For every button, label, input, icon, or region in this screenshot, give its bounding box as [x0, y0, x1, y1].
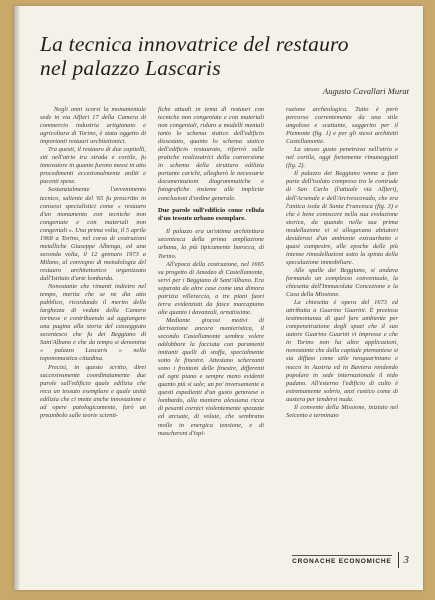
footer-divider [398, 552, 399, 568]
title-line-1: La tecnica innovatrice del restauro [40, 32, 349, 56]
paragraph: La chiesetta è opera del 1673 ed attribuita a Guarino Guarini. È preziosa testimonianza di quel fare ambiente per compenetrazione degli spazi che il suo autore Guarino Guarini vi impresse e che in Torino non ha altre applicazioni, nonostante che dalla capitale piemontese si sia diffuso come stile neoguariniano e nocco in Austria ed in Baviera rendendo popolare in sede internazionale il nido padano. All'esterno l'edificio di culto è estremamente sobrio, anzi rustico come di austera per tendersi nuda. [286, 299, 398, 403]
page-number: 3 [403, 554, 409, 566]
paragraph: All'epoca della costruzione, nel 1665 su progetto di Amedeo di Castellamonte, servì per i Beggiano di Sant'Albano. Era separata da altre case come una dimora patrizia villereccia, a tre piani fuori terra evidenziati da fasce marcapiano alte quanto i davanzali, ornatissime. [158, 260, 264, 316]
paragraph: Precisi, in questo scritto, direi succesivamente coordinatamente due parole sull'edificio quale edilizia che reca un tessuto esemplare e quale unità edilizia che ci mette anche innovazione e ad opere patologicamente, farò un preambolo sulle teorie scienti- [40, 363, 146, 419]
section-subheading: Due parole sull'edificio come cellula d'un tessuto urbano esemplare. [158, 206, 264, 222]
publication-name: CRONACHE ECONOMICHE [292, 555, 391, 565]
paragraph: Il convento della Missione, iniziato nel Seicento e terminato [286, 403, 398, 419]
paragraph: Sostanzialmente l'avvenimento tecnico, saliente del '65 fu prescritto in consessi specialistici come « restauro d'un monumento con tecniche non congeniate e con materiali non congeniali ». Una prima volta, il 5 aprile 1968 a Torino, nel corso di costruzioni metalliche Giuseppe Albenga, ed una seconda volta, il 12 gennaio 1973 a Milano, al convegno di metodologia del restauro architettonico organizzato dall'Istituto d'arte lombarda. [40, 186, 146, 282]
paragraph: razione archeologica. Tutto è però percorso correntemente da una stile angoloso e scattante, suggerito per il Piemonte (fig. 1) e per gli stessi architetti Castellamonte. [286, 106, 398, 146]
title-line-2: nel palazzo Lascaris [40, 56, 221, 80]
article-author: Augusto Cavallari Murat [323, 86, 409, 96]
paragraph: Alle spalle dei Beggiano, si andava formando un complesso conventuale, la chiesetta dell'Immacolata Concezione e la Casa della Missione. [286, 266, 398, 299]
text-column-2 [158, 106, 264, 556]
text-column-3 [286, 106, 398, 556]
paragraph: Tra questi, il restauro di due capitelli, siti nell'atrio tra strada e cortile, fu innovatore in quanto furono messi in atto procedimenti eccezionalmente arditi e pacenti spese. [40, 146, 146, 186]
paragraph: fiche attuali in tema di restauri con tecniche non congeniate e con materiali non congeniali, riduro a modelli mentali tanto lo schema statico dell'edificio dissestato, quanto lo schema statico dell'edificio restaurato, riferirò sulle pratiche realizzatrici della conversione in schema della struttura edilizia portante carichi, allegherò le necessarie documentazioni diagrammatiche e fotografiche insieme alle implicite conclusioni d'ordine generale. [158, 106, 264, 202]
paragraph: Negli anni scorsi la monumentale sede in via Alfieri 17 della Camera di commercio industria artigianato e agricoltura di Torino, è stata oggetto di importanti restauri architettonici. [40, 106, 146, 146]
magazine-page [14, 6, 423, 590]
paragraph: La stesso gusto penetrava nell'atrio e nel cortile, oggi fortemente rimaneggiati (fig. 2). [286, 146, 398, 170]
paragraph: Nonostante che rimanti indietro nel tempo, merita che se ne dia atto pubblico, ricordando il merito della larghezza di vedute della Camera torinese e contribuendo ad aggiungere una pagina alla storia del casseggiato secentesco che fu dei Beggiano di Sant'Albano e che da tempo si denomina « palazzo Lascaris » nella toponomastica cittadina. [40, 283, 146, 363]
page-binding-edge [14, 6, 20, 590]
page-footer [292, 552, 409, 568]
paragraph: Mediante giocosi motivi di derivazione ancora manieristica, il secondo Castellamonte sembra volere addobbare la facciata con paramenti imitanti quelli di stoffa, specialmente sotto le finestre. Attestano scherzanti sono i frontoni delle finestre, differenti ad ogni piano e sempre meno evidenti quanto più si sale; un po' inversamente a questi espedienti d'un gusto genovese o lombardo, alla maniera alessiana ricca di pesanti cornici violentemente spezzate ed arcuate, di volute, che sembrano molle in energica tensione, e di mascheroni d'ispi- [158, 316, 264, 437]
paragraph: Il palazzo era un'ottima architettura secentesca della prima ampliazione urbana, la più tipicamente barocca, di Torino. [158, 228, 264, 260]
article-title [40, 32, 410, 80]
paragraph: Il palazzo dei Beggiano venne a fare parte dell'isolato compreso tra le contrade di San Carlo (l'attuale via Alfieri), dell'Arsenale e dell'Arcivescovado, che era l'antica isola di Santa Francesca (fig. 3) e che è bene conoscere nella sua evoluzione storica, da quando nella sua prima modellazione vi si allogavano abitatori desiderosi d'un ambiente extraurbano e quasi campestre, alle epoche delle più intense rimodellazioni sotto la spinta della speculazione immobiliare. [286, 170, 398, 266]
text-column-1 [40, 106, 146, 556]
